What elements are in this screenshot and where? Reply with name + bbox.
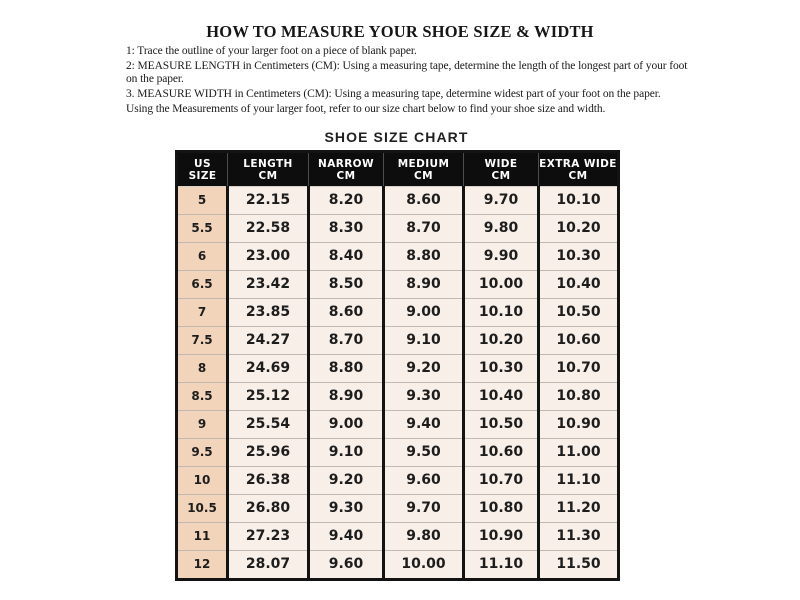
measurement-cell: 11.20 (539, 495, 619, 523)
table-row (177, 467, 619, 495)
measurement-cell: 10.90 (539, 411, 619, 439)
page-title: HOW TO MEASURE YOUR SHOE SIZE & WIDTH (206, 22, 594, 41)
measurement-cell: 25.96 (228, 439, 309, 467)
us-size-cell: 7.5 (177, 327, 228, 355)
measurement-cell: 9.30 (309, 495, 384, 523)
measurement-cell: 8.80 (384, 243, 464, 271)
measurement-cell: 9.70 (384, 495, 464, 523)
measurement-cell: 27.23 (228, 523, 309, 551)
header-unit: SIZE (188, 170, 217, 182)
measurement-cell: 9.50 (384, 439, 464, 467)
table-row (177, 187, 619, 215)
measurement-cell: 9.40 (309, 523, 384, 551)
measurement-cell: 9.10 (384, 327, 464, 355)
measurement-cell: 11.50 (539, 551, 619, 580)
us-size-cell: 8.5 (177, 383, 228, 411)
instruction-paragraph (126, 88, 686, 101)
measurement-cell: 8.70 (384, 215, 464, 243)
measurement-cell: 9.70 (464, 187, 539, 215)
header-label: NARROW (318, 158, 374, 170)
measurement-cell: 9.00 (309, 411, 384, 439)
instruction-line: 2: MEASURE LENGTH in Centimeters (CM): Using a measuring tape, determine the length of the longest part of your foot (126, 60, 688, 72)
header-label: EXTRA WIDE (539, 158, 617, 170)
measurement-cell: 8.90 (384, 271, 464, 299)
measurement-cell: 8.90 (309, 383, 384, 411)
instruction-line: 3. MEASURE WIDTH in Centimeters (CM): Using a measuring tape, determine widest part of your foot on the paper. (126, 88, 661, 100)
table-row (177, 243, 619, 271)
measurement-cell: 8.60 (384, 187, 464, 215)
measurement-cell: 9.60 (384, 467, 464, 495)
measurement-cell: 23.85 (228, 299, 309, 327)
measurement-cell: 25.54 (228, 411, 309, 439)
measurement-cell: 9.90 (464, 243, 539, 271)
us-size-cell: 10 (177, 467, 228, 495)
measurement-cell: 9.10 (309, 439, 384, 467)
measurement-cell: 10.10 (539, 187, 619, 215)
measurement-cell: 11.30 (539, 523, 619, 551)
us-size-cell: 9.5 (177, 439, 228, 467)
table-row (177, 523, 619, 551)
table-row (177, 327, 619, 355)
measurement-cell: 10.40 (539, 271, 619, 299)
table-row (177, 495, 619, 523)
measurement-cell: 10.80 (539, 383, 619, 411)
column-header (464, 152, 539, 187)
measurement-cell: 26.80 (228, 495, 309, 523)
table-row (177, 383, 619, 411)
measurement-cell: 9.60 (309, 551, 384, 580)
measurement-cell: 8.30 (309, 215, 384, 243)
measuring-instructions (126, 45, 686, 118)
us-size-cell: 5.5 (177, 215, 228, 243)
measurement-cell: 8.60 (309, 299, 384, 327)
measurement-cell: 10.20 (539, 215, 619, 243)
measurement-cell: 8.80 (309, 355, 384, 383)
measurement-cell: 11.10 (539, 467, 619, 495)
us-size-cell: 9 (177, 411, 228, 439)
measurement-cell: 23.00 (228, 243, 309, 271)
column-header (309, 152, 384, 187)
measurement-cell: 10.00 (464, 271, 539, 299)
instruction-paragraph (126, 45, 686, 58)
measurement-cell: 10.70 (539, 355, 619, 383)
us-size-cell: 12 (177, 551, 228, 580)
header-unit: CM (491, 170, 511, 182)
measurement-cell: 8.70 (309, 327, 384, 355)
measurement-cell: 10.90 (464, 523, 539, 551)
measurement-cell: 10.00 (384, 551, 464, 580)
header-unit: CM (414, 170, 433, 182)
table-head (177, 152, 619, 187)
table-row (177, 215, 619, 243)
header-label: US (194, 158, 211, 170)
measurement-cell: 9.20 (384, 355, 464, 383)
measurement-cell: 23.42 (228, 271, 309, 299)
measurement-cell: 10.30 (464, 355, 539, 383)
measurement-cell: 10.70 (464, 467, 539, 495)
measurement-cell: 9.80 (384, 523, 464, 551)
measurement-cell: 8.40 (309, 243, 384, 271)
us-size-cell: 11 (177, 523, 228, 551)
instruction-line: on the paper. (126, 73, 184, 85)
measurement-cell: 10.10 (464, 299, 539, 327)
us-size-cell: 6.5 (177, 271, 228, 299)
table-row (177, 355, 619, 383)
measurement-cell: 9.40 (384, 411, 464, 439)
column-header (384, 152, 464, 187)
us-size-cell: 6 (177, 243, 228, 271)
measurement-cell: 10.50 (464, 411, 539, 439)
column-header (228, 152, 309, 187)
table-row (177, 439, 619, 467)
measurement-cell: 9.00 (384, 299, 464, 327)
header-unit: CM (568, 170, 588, 182)
table-row (177, 411, 619, 439)
measurement-cell: 28.07 (228, 551, 309, 580)
measurement-cell: 10.60 (539, 327, 619, 355)
measurement-cell: 10.50 (539, 299, 619, 327)
instruction-paragraph (126, 60, 686, 86)
header-label: LENGTH (243, 158, 293, 170)
measurement-cell: 25.12 (228, 383, 309, 411)
header-unit: CM (258, 170, 278, 182)
column-header (539, 152, 619, 187)
measurement-cell: 8.20 (309, 187, 384, 215)
column-header (177, 152, 228, 187)
measurement-cell: 10.80 (464, 495, 539, 523)
table-row (177, 271, 619, 299)
measurement-cell: 9.80 (464, 215, 539, 243)
measurement-cell: 10.60 (464, 439, 539, 467)
measurement-cell: 10.30 (539, 243, 619, 271)
measurement-cell: 10.40 (464, 383, 539, 411)
measurement-cell: 24.69 (228, 355, 309, 383)
measurement-cell: 26.38 (228, 467, 309, 495)
us-size-cell: 10.5 (177, 495, 228, 523)
measurement-cell: 24.27 (228, 327, 309, 355)
header-label: WIDE (484, 158, 518, 170)
measurement-cell: 9.30 (384, 383, 464, 411)
instruction-paragraph (126, 103, 686, 116)
measurement-cell: 10.20 (464, 327, 539, 355)
shoe-size-table (175, 150, 620, 581)
measurement-cell: 22.58 (228, 215, 309, 243)
measurement-cell: 11.00 (539, 439, 619, 467)
table-row (177, 551, 619, 580)
measurement-cell: 8.50 (309, 271, 384, 299)
measurement-cell: 9.20 (309, 467, 384, 495)
us-size-cell: 8 (177, 355, 228, 383)
table-body (177, 187, 619, 580)
us-size-cell: 7 (177, 299, 228, 327)
instruction-line: Using the Measurements of your larger foot, refer to our size chart below to find your shoe size and width. (126, 103, 606, 115)
table-header-row (177, 152, 619, 187)
us-size-cell: 5 (177, 187, 228, 215)
measurement-cell: 11.10 (464, 551, 539, 580)
table-row (177, 299, 619, 327)
header-unit: CM (336, 170, 356, 182)
chart-heading: SHOE SIZE CHART (324, 129, 469, 145)
measurement-cell: 22.15 (228, 187, 309, 215)
instruction-line: 1: Trace the outline of your larger foot on a piece of blank paper. (126, 45, 417, 57)
header-label: MEDIUM (397, 158, 450, 170)
